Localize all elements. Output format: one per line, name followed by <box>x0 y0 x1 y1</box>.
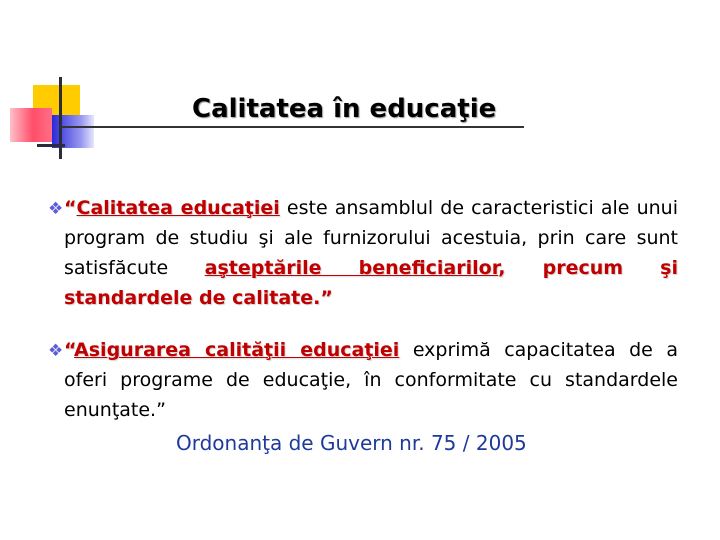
source-citation: Ordonanţa de Guvern nr. 75 / 2005 <box>176 431 527 455</box>
short-horizontal-line <box>37 144 65 147</box>
diamond-bullet-icon: ❖ <box>48 341 64 361</box>
paragraph-2 <box>48 335 678 425</box>
open-quote: “ <box>64 339 75 361</box>
title-underline <box>60 126 524 128</box>
term-asigurarea-calitatii: Asigurarea calităţii educaţiei <box>74 339 400 361</box>
paragraph-1 <box>48 193 678 313</box>
term-calitatea-educatiei: Calitatea educaţiei <box>76 197 280 219</box>
emph-asteptarile-beneficiarilor: aşteptările beneficiarilor <box>204 257 499 279</box>
paragraph-1-text-1: este ansamblul de caracteristici ale unui program de studiu şi ale furnizorului acestuia, prin care sunt satisfăcute <box>64 197 678 279</box>
open-quote: “ <box>64 197 77 219</box>
paragraph-2-text-1: exprimă capacitatea de a oferi programe de educaţie, în conformitate cu standardele enunţate.” <box>64 339 678 421</box>
red-square <box>10 108 52 142</box>
paragraph-1-text-2: , precum şi standardele de calitate.” <box>64 257 678 309</box>
diamond-bullet-icon: ❖ <box>48 199 64 219</box>
slide-title: Calitatea în educaţie <box>192 94 497 124</box>
